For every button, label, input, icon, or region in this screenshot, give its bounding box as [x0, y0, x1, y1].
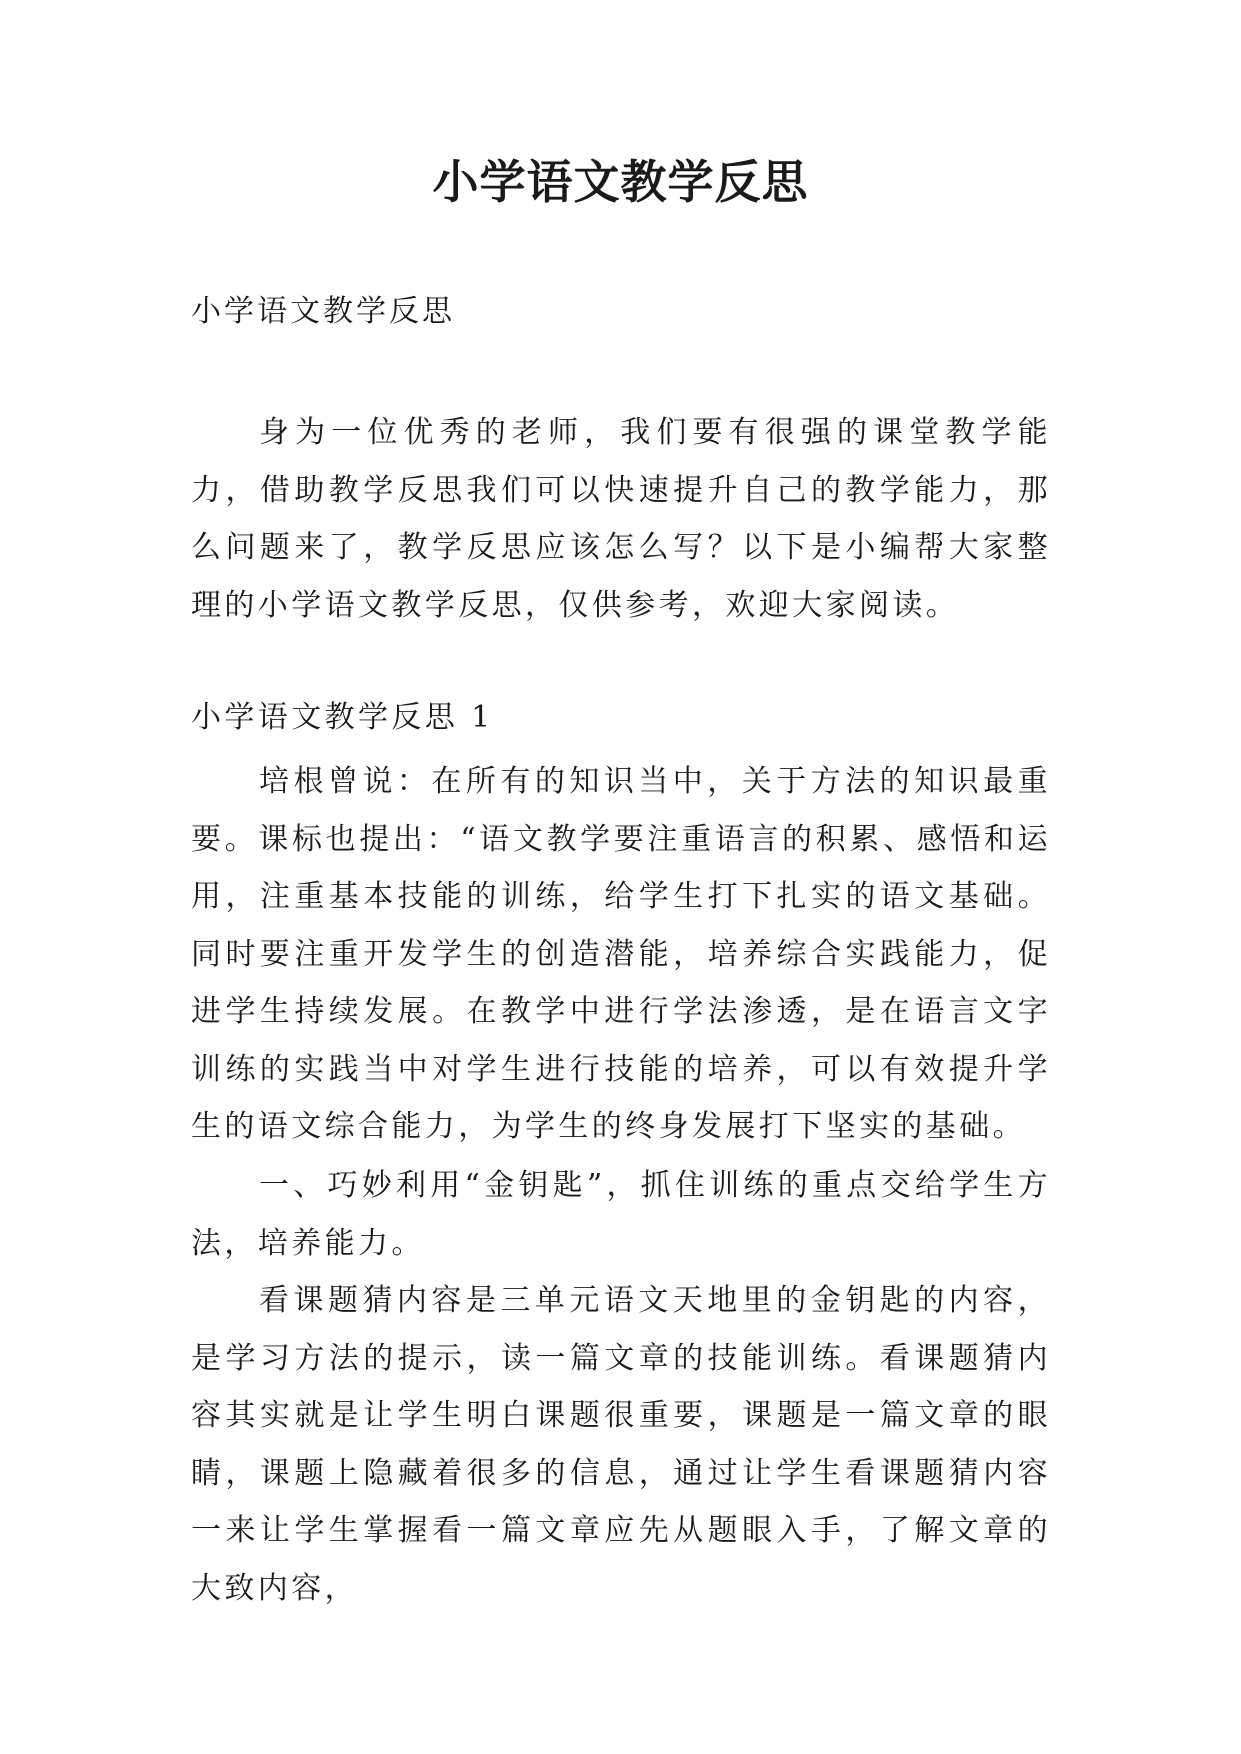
body-paragraph: 一、巧妙利用“金钥匙”，抓住训练的重点交给学生方法，培养能力。	[191, 1168, 1051, 1261]
body-paragraph: 看课题猜内容是三单元语文天地里的金钥匙的内容，是学习方法的提示，读一篇文章的技能训练。看课题猜内容其实就是让学生明白课题很重要，课题是一篇文章的眼睛，课题上隐藏着很多的信息，通过让学生看课题猜内容一来让学生掌握看一篇文章应先从题眼入手，了解文章的大致内容，	[191, 1283, 1051, 1606]
intro-paragraph: 身为一位优秀的老师，我们要有很强的课堂教学能力，借助教学反思我们可以快速提升自己的教学能力，那么问题来了，教学反思应该怎么写？以下是小编帮大家整理的小学语文教学反思，仅供参考，欢迎大家阅读。	[191, 415, 1051, 623]
document-title: 小学语文教学反思	[432, 155, 809, 209]
section-heading: 小学语文教学反思 1	[191, 700, 494, 735]
body-paragraph: 培根曾说：在所有的知识当中，关于方法的知识最重要。课标也提出：“语文教学要注重语言的积累、感悟和运用，注重基本技能的训练，给学生打下扎实的语文基础。同时要注重开发学生的创造潜能，培养综合实践能力，促进学生持续发展。在教学中进行学法渗透，是在语言文字训练的实践当中对学生进行技能的培养，可以有效提升学生的语文综合能力，为学生的终身发展打下坚实的基础。	[191, 764, 1051, 1144]
document-subtitle: 小学语文教学反思	[191, 294, 455, 329]
